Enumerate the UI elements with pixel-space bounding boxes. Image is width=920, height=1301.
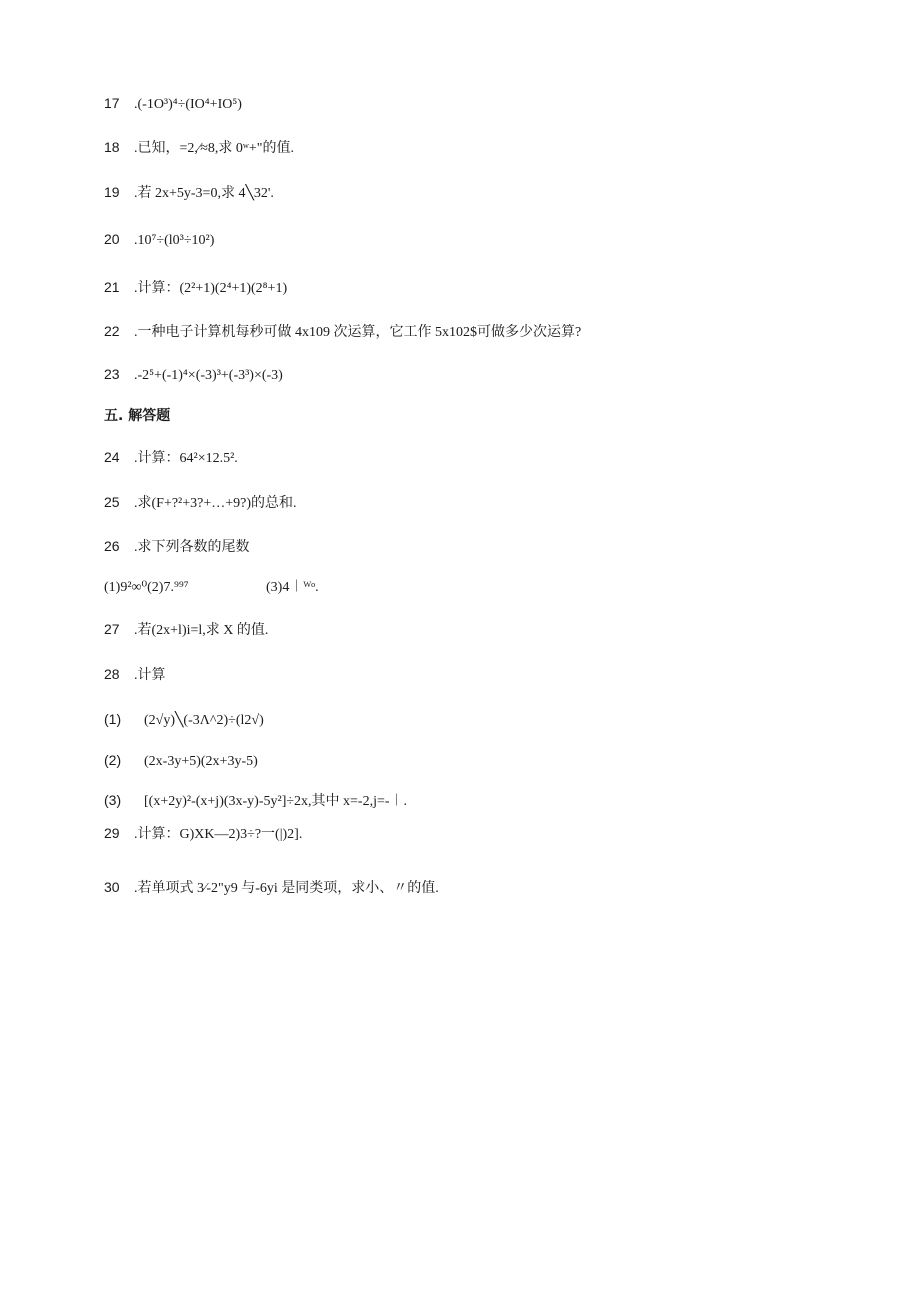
problem-number: 25: [104, 494, 120, 510]
sub-label: (1): [104, 711, 122, 727]
section-heading: 五. 解答题: [104, 408, 171, 424]
problem-number: 22: [104, 323, 120, 339]
problem-26-parts: [104, 579, 319, 597]
problem-text: .求(F+?²+3?+…+9?)的总和.: [134, 496, 297, 511]
problem-30: [104, 878, 864, 898]
problem-text: .求下列各数的尾数: [134, 540, 250, 555]
sub-text: [(x+2y)²-(x+j)(3x-y)-5y²]÷2x,其中 x=-2,j=-︱.: [144, 794, 408, 809]
problem-number: 18: [104, 139, 120, 155]
problem-number: 29: [104, 825, 120, 841]
problem-28-sub-3: [104, 791, 407, 811]
problem-19: [104, 183, 864, 203]
problem-24: [104, 448, 864, 468]
problem-text: .一种电子计算机每秒可做 4x109 次运算，它工作 5x102$可做多少次运算?: [134, 325, 582, 340]
problem-text: .计算：64²×12.5².: [134, 451, 238, 466]
sub-label: (3): [104, 792, 122, 808]
problem-number: 24: [104, 449, 120, 465]
problem-text: .已知，=2,∕≈8,求 0ʷ+"的值.: [134, 141, 295, 156]
problem-20: [104, 230, 864, 250]
problem-text: .若(2x+l)i=l,求 X 的值.: [134, 623, 269, 638]
problem-number: 20: [104, 231, 120, 247]
problem-text: .计算：G)XK—2)3÷?一(|)2].: [134, 827, 303, 842]
problem-number: 26: [104, 538, 120, 554]
problem-28-sub-2: [104, 751, 258, 771]
problem-text: .-2⁵+(-1)⁴×(-3)³+(-3³)×(-3): [134, 368, 283, 383]
problem-number: 23: [104, 366, 120, 382]
problem-text: .(-1O³)⁴÷(IO⁴+IO⁵): [134, 97, 242, 112]
problem-number: 30: [104, 879, 120, 895]
problem-text: .10⁷÷(l0³÷10²): [134, 233, 215, 248]
problem-number: 28: [104, 666, 120, 682]
problem-text: .若单项式 3∕-2"y9 与-6yi 是同类项，求小、〃的值.: [134, 881, 439, 896]
problem-25: [104, 493, 864, 513]
problem-28: [104, 665, 864, 685]
problem-number: 19: [104, 184, 120, 200]
sub-text: (2x-3y+5)(2x+3y-5): [144, 754, 258, 769]
problem-number: 27: [104, 621, 120, 637]
problem-18: [104, 138, 864, 158]
sub-label: (2): [104, 752, 122, 768]
problem-22: [104, 322, 864, 342]
problem-21: [104, 278, 864, 298]
problem-text: .计算：(2²+1)(2⁴+1)(2⁸+1): [134, 281, 288, 296]
problem-29: [104, 824, 864, 844]
part-1-2: (1)9²∞⁰(2)7.⁹⁹⁷: [104, 580, 189, 595]
problem-text: .计算: [134, 668, 166, 683]
part-3: (3)4︱ᵂᵒ.: [266, 580, 319, 595]
problem-17: [104, 94, 864, 114]
problem-23: [104, 365, 864, 385]
problem-text: .若 2x+5y-3=0,求 4╲32'.: [134, 186, 274, 201]
problem-26: [104, 537, 864, 557]
sub-text: (2√y)╲(-3Λ^2)÷(l2√): [144, 713, 264, 728]
problem-27: [104, 620, 864, 640]
problem-28-sub-1: [104, 710, 264, 730]
problem-number: 21: [104, 279, 120, 295]
problem-number: 17: [104, 95, 120, 111]
